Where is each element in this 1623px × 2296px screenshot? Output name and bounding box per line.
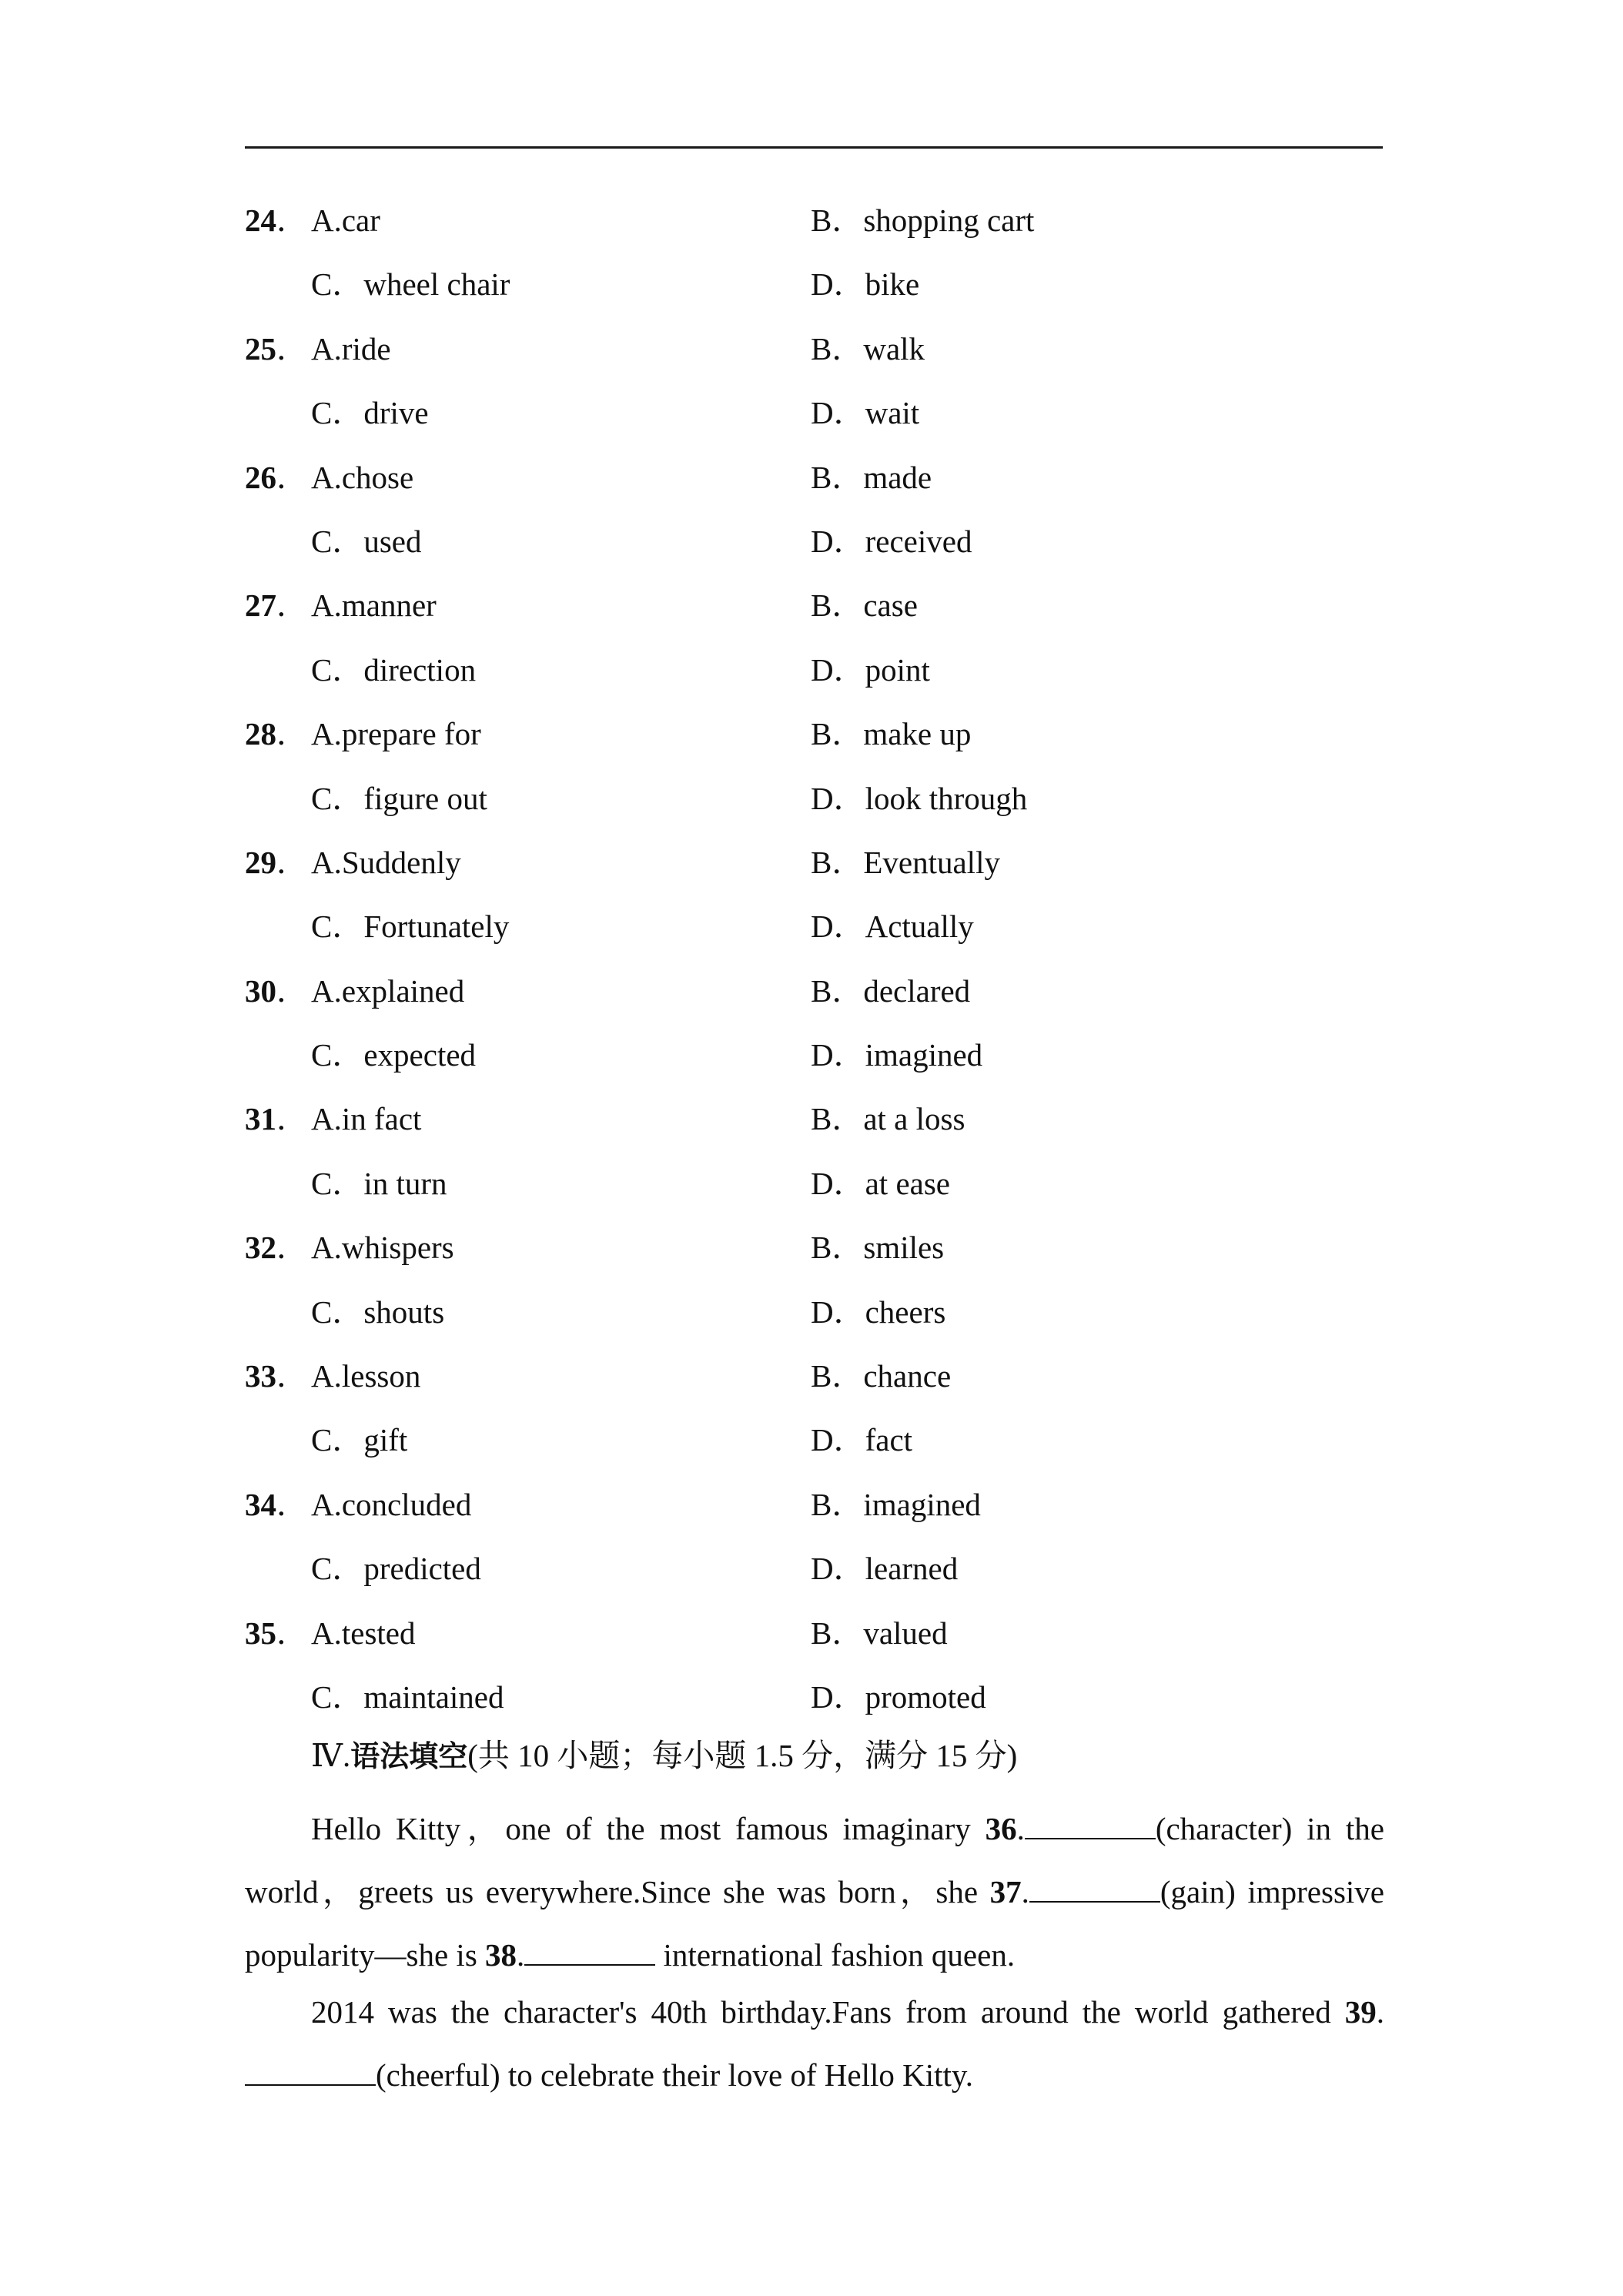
option-d[interactable]: D．received — [811, 523, 972, 559]
question-number: 27． — [245, 587, 308, 624]
question-number: 31． — [245, 1101, 308, 1137]
option-d[interactable]: D．promoted — [811, 1678, 986, 1715]
option-c[interactable]: C．in turn — [311, 1165, 447, 1201]
option-a[interactable]: A.explained — [311, 972, 465, 1009]
option-d[interactable]: D．Actually — [811, 909, 974, 945]
question-row-continued — [245, 647, 1384, 711]
option-b[interactable]: B．made — [811, 459, 932, 495]
option-a[interactable]: A.chose — [311, 459, 414, 495]
option-c[interactable]: C．gift — [311, 1422, 408, 1458]
option-c[interactable]: C．drive — [311, 395, 429, 431]
option-b[interactable]: B．shopping cart — [811, 202, 1035, 238]
question-row — [245, 582, 1384, 646]
option-b[interactable]: B．declared — [811, 972, 971, 1009]
option-b[interactable]: B．chance — [811, 1358, 952, 1394]
header-rule — [245, 146, 1383, 149]
question-number: 32． — [245, 1230, 308, 1266]
section-note: (共 10 小题；每小题 1.5 分，满分 15 分) — [467, 1738, 1018, 1773]
option-b[interactable]: B．at a loss — [811, 1101, 965, 1137]
question-row-continued — [245, 775, 1384, 839]
question-number: 30． — [245, 972, 308, 1009]
option-a[interactable]: A.car — [311, 202, 380, 238]
option-d[interactable]: D．bike — [811, 266, 920, 303]
option-c[interactable]: C．Fortunately — [311, 909, 510, 945]
question-number: 24． — [245, 202, 308, 238]
option-d[interactable]: D．wait — [811, 395, 920, 431]
question-number: 35． — [245, 1615, 308, 1651]
question-number: 25． — [245, 330, 308, 366]
option-a[interactable]: A.manner — [311, 587, 437, 624]
question-number: 34． — [245, 1486, 308, 1522]
option-d[interactable]: D．at ease — [811, 1165, 950, 1201]
blank-37[interactable] — [1029, 1900, 1160, 1903]
question-row-continued — [245, 1289, 1384, 1353]
question-row — [245, 839, 1384, 903]
option-d[interactable]: D．point — [811, 651, 930, 688]
question-row-continued — [245, 518, 1384, 582]
question-row — [245, 1224, 1384, 1288]
section-title: 语法填空 — [350, 1739, 468, 1773]
option-d[interactable]: D．imagined — [811, 1037, 983, 1073]
passage-paragraph-1: Hello Kitty，one of the most famous imaginary 36. (character) in the world，greets us everywhere.Since she was born，she 37. (gain) impressive popularity—she is 38. international fashion queen. — [245, 1811, 1384, 1973]
option-c[interactable]: C．predicted — [311, 1551, 481, 1587]
question-row-continued — [245, 1545, 1384, 1609]
option-a[interactable]: A.whispers — [311, 1230, 454, 1266]
option-b[interactable]: B．valued — [811, 1615, 948, 1651]
option-c[interactable]: C．direction — [311, 651, 477, 688]
grammar-section — [245, 1732, 1384, 2107]
option-a[interactable]: A.lesson — [311, 1358, 421, 1394]
question-row-continued — [245, 1032, 1384, 1096]
option-a[interactable]: A.tested — [311, 1615, 416, 1651]
question-row — [245, 1353, 1384, 1417]
option-b[interactable]: B．make up — [811, 716, 972, 752]
option-c[interactable]: C．figure out — [311, 780, 487, 816]
option-c[interactable]: C．used — [311, 523, 422, 559]
question-number: 29． — [245, 844, 308, 880]
blank-number-36: 36 — [985, 1811, 1017, 1846]
section-heading — [245, 1732, 1384, 1797]
question-number: 28． — [245, 716, 308, 752]
option-d[interactable]: D．cheers — [811, 1294, 946, 1330]
question-row — [245, 968, 1384, 1032]
option-b[interactable]: B．Eventually — [811, 844, 1000, 880]
blank-number-38: 38 — [485, 1937, 517, 1973]
question-row — [245, 326, 1384, 390]
question-number: 26． — [245, 459, 308, 495]
question-row-continued — [245, 903, 1384, 967]
question-row-continued — [245, 1417, 1384, 1481]
option-a[interactable]: A.prepare for — [311, 716, 481, 752]
question-row — [245, 1481, 1384, 1545]
option-c[interactable]: C．wheel chair — [311, 266, 510, 303]
option-c[interactable]: C．shouts — [311, 1294, 445, 1330]
option-d[interactable]: D．learned — [811, 1551, 959, 1587]
blank-number-39: 39 — [1344, 1994, 1377, 2030]
section-roman: Ⅳ. — [311, 1738, 351, 1773]
blank-36[interactable] — [1025, 1837, 1156, 1839]
question-row — [245, 711, 1384, 775]
option-a[interactable]: A.concluded — [311, 1486, 472, 1522]
option-b[interactable]: B．walk — [811, 330, 925, 366]
option-b[interactable]: B．smiles — [811, 1230, 945, 1266]
blank-number-37: 37 — [989, 1874, 1022, 1909]
question-row — [245, 1096, 1384, 1160]
option-b[interactable]: B．case — [811, 587, 918, 624]
blank-38[interactable] — [524, 1963, 655, 1966]
option-c[interactable]: C．expected — [311, 1037, 477, 1073]
option-a[interactable]: A.Suddenly — [311, 844, 461, 880]
option-a[interactable]: A.ride — [311, 330, 391, 366]
blank-39[interactable] — [245, 2083, 376, 2086]
option-b[interactable]: B．imagined — [811, 1486, 981, 1522]
option-d[interactable]: D．fact — [811, 1422, 913, 1458]
question-row-continued — [245, 390, 1384, 454]
question-row-continued — [245, 261, 1384, 325]
question-row-continued — [245, 1674, 1384, 1738]
multiple-choice-list — [245, 197, 1384, 1738]
option-c[interactable]: C．maintained — [311, 1678, 504, 1715]
option-a[interactable]: A.in fact — [311, 1101, 422, 1137]
question-row — [245, 454, 1384, 518]
option-d[interactable]: D．look through — [811, 780, 1028, 816]
question-row — [245, 1610, 1384, 1674]
passage-paragraph-2: 2014 was the character's 40th birthday.Fans from around the world gathered 39.(cheerful) to celebrate their love of Hello Kitty. — [245, 1980, 1384, 2107]
question-row — [245, 197, 1384, 261]
question-number: 33． — [245, 1358, 308, 1394]
question-row-continued — [245, 1160, 1384, 1224]
